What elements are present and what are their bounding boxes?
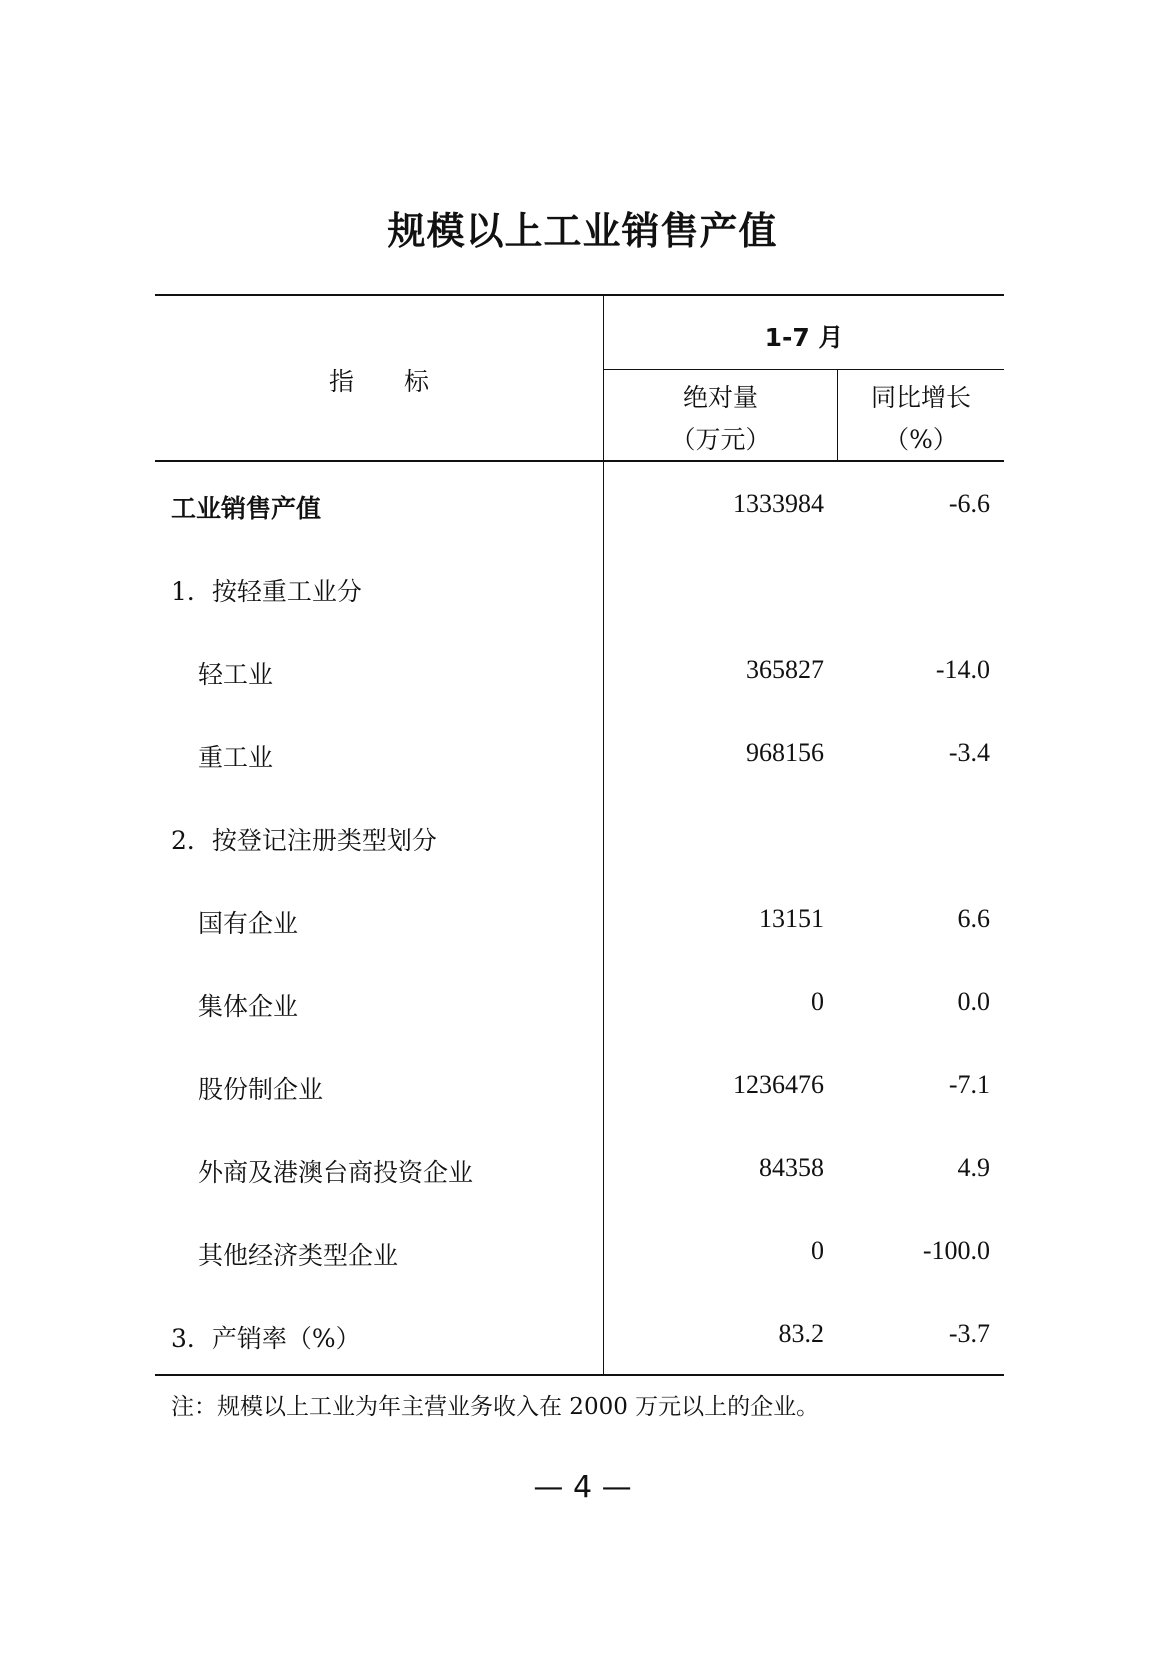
header-yoy-line1: 同比增长 xyxy=(870,383,971,412)
table-top-rule xyxy=(155,294,1004,296)
row-value: 84358 xyxy=(759,1153,824,1182)
row-yoy: -14.0 xyxy=(935,655,990,684)
row-value: 0 xyxy=(811,1236,824,1265)
table-note: 注：规模以上工业为年主营业务收入在 2000 万元以上的企业。 xyxy=(171,1394,820,1420)
header-period: 1-7 月 xyxy=(764,323,844,352)
header-yoy-line2: （%） xyxy=(884,425,958,454)
row-label: 其他经济类型企业 xyxy=(198,1241,399,1270)
label-column-divider xyxy=(603,294,604,1375)
header-bottom-rule xyxy=(155,460,1004,462)
table-bottom-rule xyxy=(155,1374,1004,1376)
page-number: — 4 — xyxy=(533,1470,632,1505)
row-label: 工业销售产值 xyxy=(171,494,322,523)
row-value: 0 xyxy=(811,987,824,1016)
row-value: 1236476 xyxy=(733,1070,824,1099)
row-yoy: -3.7 xyxy=(948,1319,990,1348)
row-yoy: 0.0 xyxy=(957,987,990,1016)
row-label: 国有企业 xyxy=(198,909,299,938)
page-title: 规模以上工业销售产值 xyxy=(387,209,778,253)
row-value: 365827 xyxy=(746,655,824,684)
row-label: 3．产销率（%） xyxy=(171,1324,361,1353)
row-label: 集体企业 xyxy=(198,992,299,1021)
header-inner-rule xyxy=(604,369,1004,370)
row-value: 83.2 xyxy=(778,1319,824,1348)
row-label: 1．按轻重工业分 xyxy=(171,577,362,606)
header-indicator: 指 标 xyxy=(328,367,429,396)
row-yoy: 4.9 xyxy=(957,1153,990,1182)
row-value: 968156 xyxy=(746,738,824,767)
row-yoy: -100.0 xyxy=(922,1236,990,1265)
row-yoy: -7.1 xyxy=(948,1070,990,1099)
header-value-line2: （万元） xyxy=(670,425,771,454)
row-value: 1333984 xyxy=(733,489,824,518)
row-label: 外商及港澳台商投资企业 xyxy=(198,1158,474,1187)
row-label: 轻工业 xyxy=(198,660,274,689)
row-value: 13151 xyxy=(759,904,824,933)
row-label: 股份制企业 xyxy=(198,1075,324,1104)
header-value-line1: 绝对量 xyxy=(682,383,758,412)
row-label: 2．按登记注册类型划分 xyxy=(171,826,437,855)
row-yoy: 6.6 xyxy=(957,904,990,933)
row-yoy: -3.4 xyxy=(948,738,990,767)
row-yoy: -6.6 xyxy=(948,489,990,518)
row-label: 重工业 xyxy=(198,743,274,772)
